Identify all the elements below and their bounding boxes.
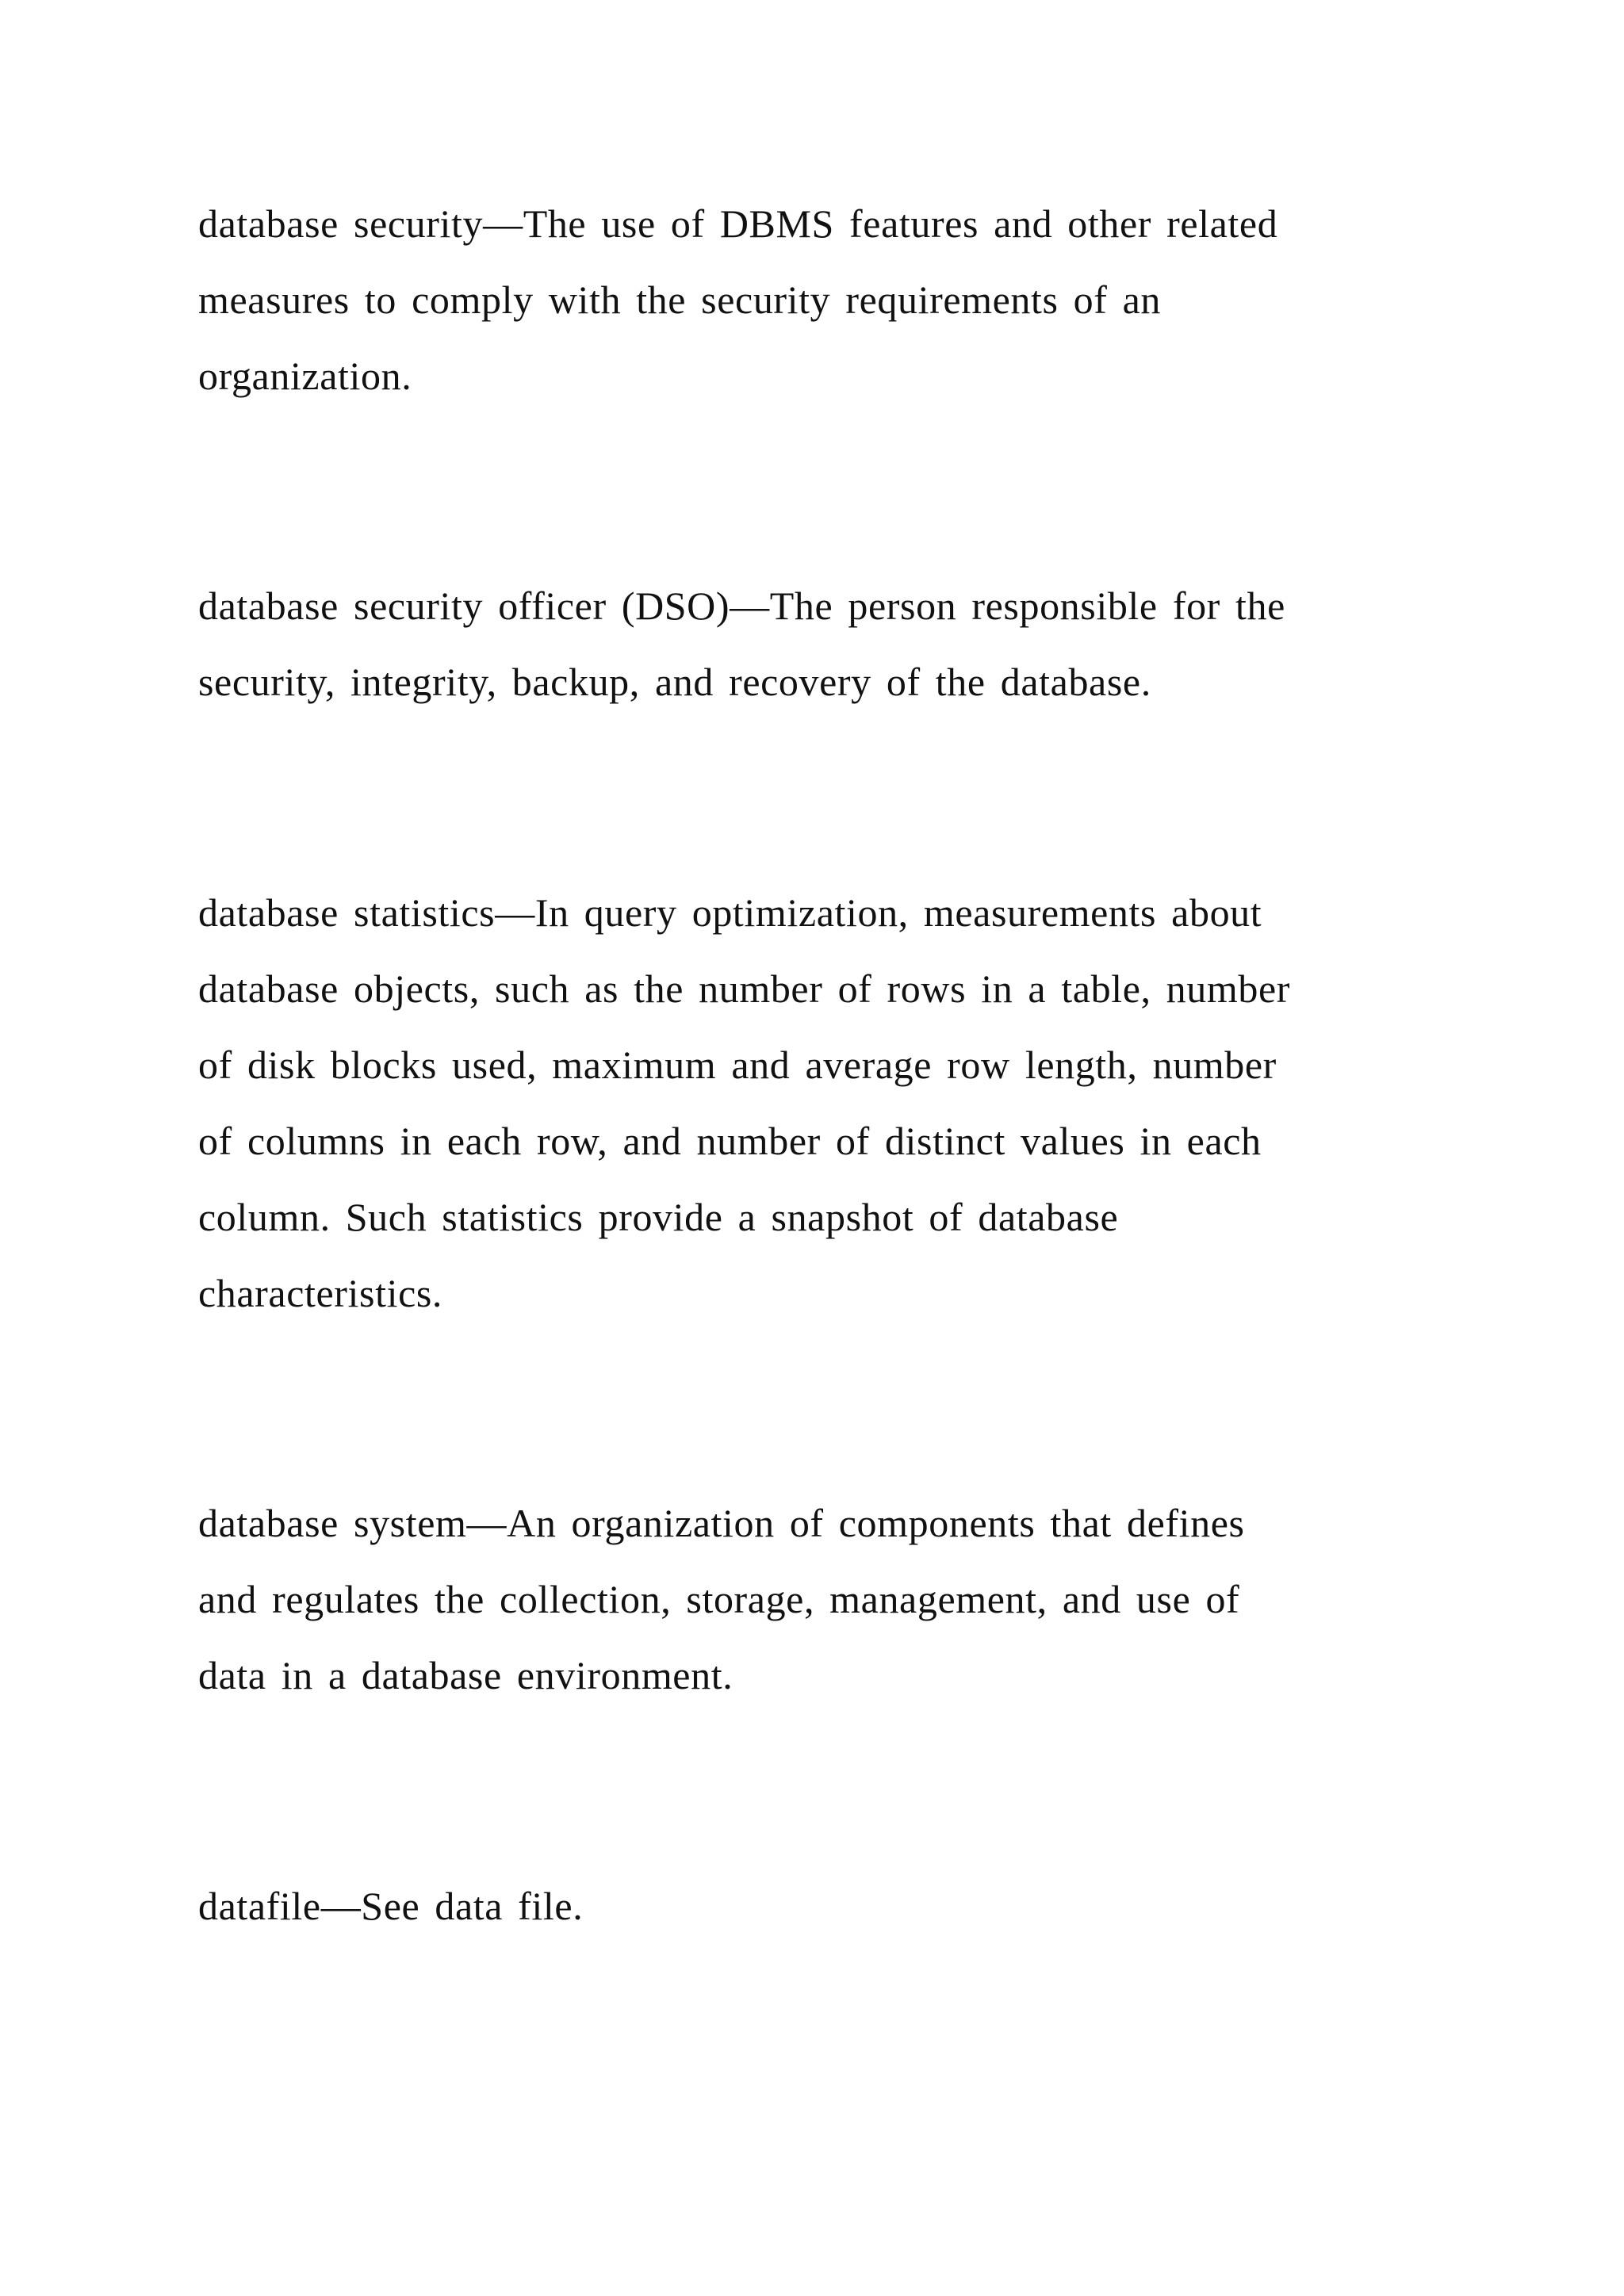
- glossary-entry-database-system: [198, 1485, 1245, 1713]
- entry-line: measures to comply with the security requirements of an: [198, 277, 1162, 322]
- entry-line: column. Such statistics provide a snapshot of database: [198, 1195, 1119, 1239]
- entry-line: database security officer (DSO)—The person responsible for the: [198, 584, 1285, 628]
- entry-line: of disk blocks used, maximum and average row length, number: [198, 1043, 1277, 1087]
- entry-line: database objects, such as the number of rows in a table, number: [198, 966, 1291, 1011]
- entry-line: database system—An organization of components that defines: [198, 1501, 1245, 1545]
- entry-line: datafile—See data file.: [198, 1884, 584, 1928]
- entry-line: characteristics.: [198, 1271, 443, 1315]
- glossary-entry-database-statistics: [198, 874, 1290, 1331]
- entry-line: data in a database environment.: [198, 1653, 733, 1697]
- entry-line: database security—The use of DBMS features and other related: [198, 201, 1278, 246]
- glossary-entry-database-security: [198, 186, 1277, 414]
- entry-line: database statistics—In query optimization, measurements about: [198, 890, 1262, 935]
- glossary-entry-database-security-officer: [198, 568, 1285, 720]
- entry-line: of columns in each row, and number of distinct values in each: [198, 1119, 1262, 1163]
- glossary-entry-datafile: [198, 1868, 583, 1944]
- entry-line: and regulates the collection, storage, management, and use of: [198, 1577, 1240, 1621]
- entry-line: security, integrity, backup, and recovery of the database.: [198, 660, 1151, 704]
- entry-line: organization.: [198, 354, 412, 398]
